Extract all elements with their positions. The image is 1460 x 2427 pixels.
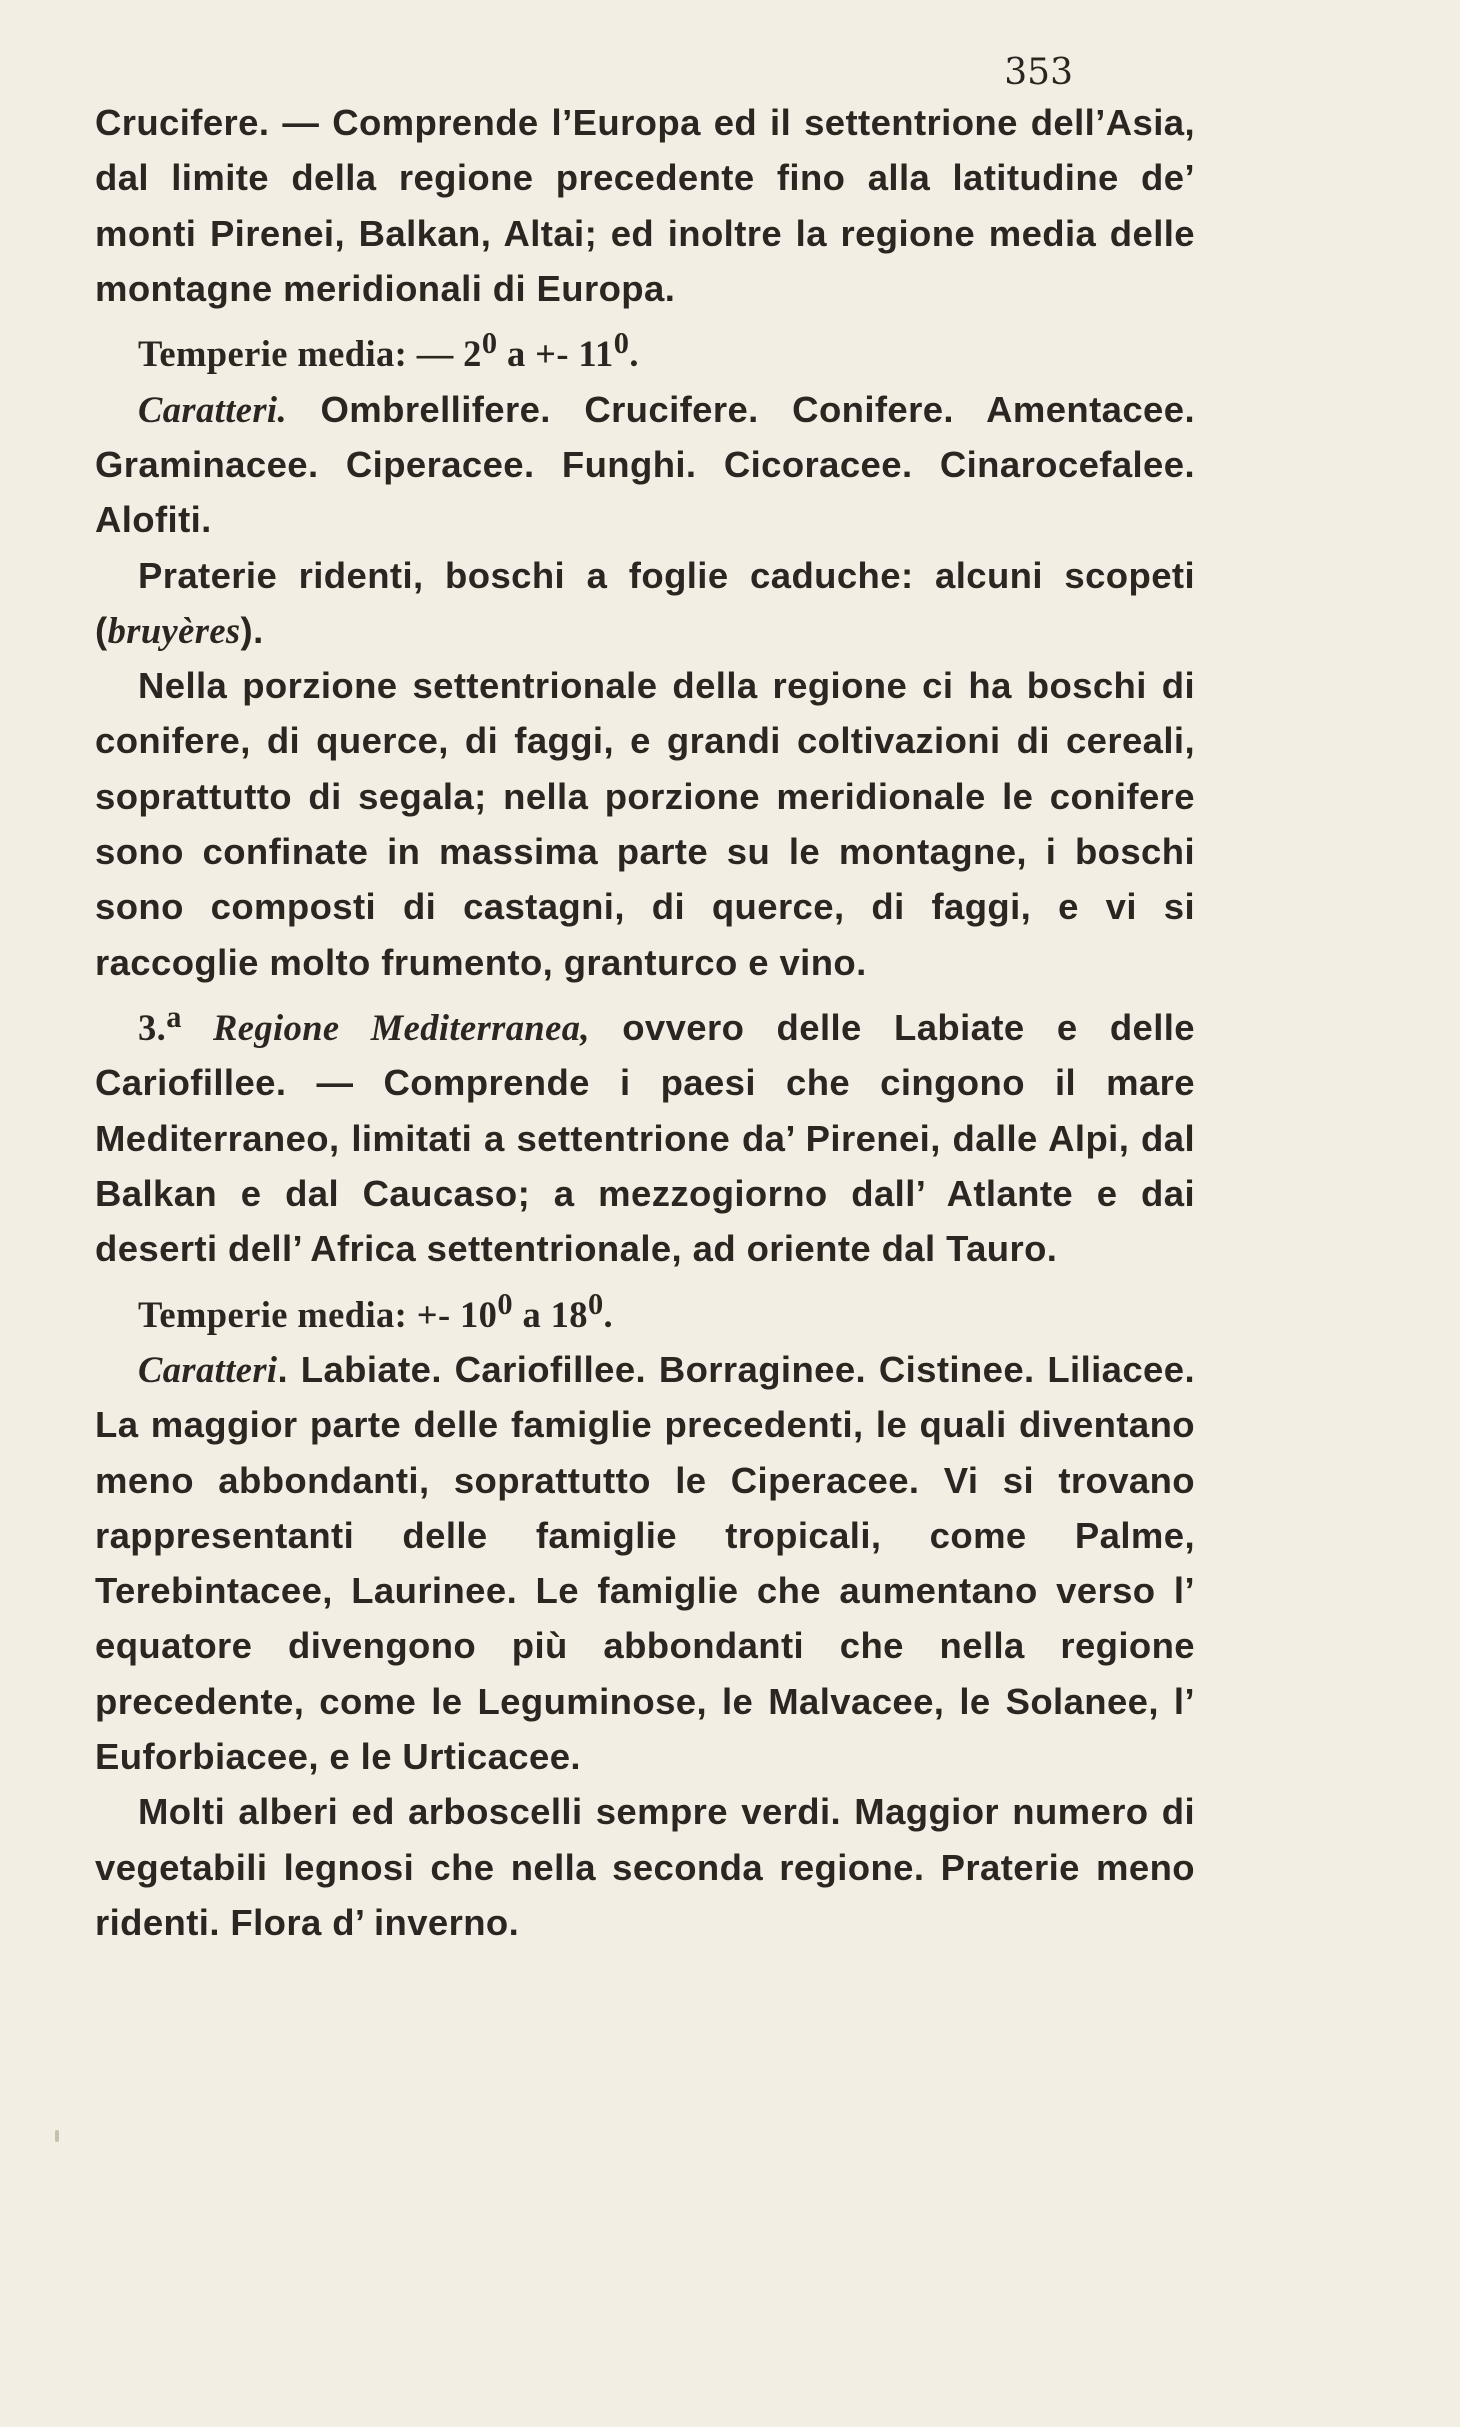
paragraph-text: Crucifere. — Comprende l’Europa ed il settentrione dell’Asia, dal limite della regione precedente fino alla latitudine de’ monti Pirenei, Balkan, Altai; ed inoltre la regione media delle montagne meridionali di Europa. bbox=[95, 102, 1195, 309]
paragraph-text: . bbox=[629, 333, 639, 375]
italic-heading: Caratteri bbox=[138, 1349, 278, 1390]
section-number: 3. bbox=[138, 1007, 167, 1049]
paragraph-text: Ombrellifere. Crucifere. Conifere. Amentacee. Graminacee. Ciperacee. Funghi. Cicoracee. Cinarocefalee. Alofiti. bbox=[95, 388, 1195, 541]
italic-heading: Caratteri. bbox=[138, 388, 288, 430]
degree-mark: 0 bbox=[587, 1286, 604, 1321]
paragraph-crucifere bbox=[95, 95, 1195, 316]
paragraph-temperie-2 bbox=[95, 1277, 1195, 1342]
paragraph-text: Praterie ridenti, boschi a foglie caduche: alcuni scopeti ( bbox=[95, 554, 1195, 651]
degree-mark: 0 bbox=[613, 326, 630, 361]
paragraph-text: Molti alberi ed arboscelli sempre verdi. Maggior numero di vegetabili legnosi che nella seconda regione. Praterie meno ridenti. Flora d’ inverno. bbox=[95, 1791, 1195, 1943]
degree-mark: 0 bbox=[481, 326, 498, 361]
ordinal-mark: a bbox=[166, 999, 182, 1034]
paragraph-text: . Labiate. Cariofillee. Borraginee. Cistinee. Liliacee. La maggior parte delle famiglie precedenti, le quali diventano meno abbondanti, soprattutto le Ciperacee. Vi si trovano rappresentanti delle famiglie tropicali, come Palme, Terebintacee, Laurinee. Le famiglie che aumentano verso l’ equatore divengono più abbondanti che nella regione precedente, come le Leguminose, le Malvacee, le Solanee, l’ Euforbiacee, e le Urticacee. bbox=[95, 1349, 1195, 1778]
paragraph-text: . bbox=[603, 1293, 614, 1335]
paragraph-caratteri-1 bbox=[95, 382, 1195, 548]
paragraph-temperie-1 bbox=[95, 316, 1195, 381]
degree-mark: 0 bbox=[497, 1286, 513, 1321]
paragraph-regione-mediterranea bbox=[95, 990, 1195, 1277]
paragraph-caratteri-2 bbox=[95, 1342, 1195, 1784]
paragraph-text: ). bbox=[240, 609, 264, 651]
paragraph-text: Temperie media: — 2 bbox=[138, 333, 482, 375]
italic-heading: Regione Mediterranea, bbox=[181, 1007, 590, 1049]
paragraph-text: Temperie media: +- 10 bbox=[138, 1293, 498, 1335]
paper-smudge bbox=[55, 2130, 59, 2142]
paragraph-molti-alberi bbox=[95, 1784, 1195, 1950]
italic-term: bruyères bbox=[107, 609, 241, 651]
paragraph-text: ovvero delle Labiate e delle Cariofillee. — Comprende i paesi che cingono il mare Mediterraneo, limitati a settentrione da’ Pirenei, dalle Alpi, dal Balkan e dal Caucaso; a mezzogiorno dall’ Atlante e dai deserti dell’ Africa settentrionale, ad oriente dal Tauro. bbox=[95, 1007, 1195, 1270]
paragraph-praterie bbox=[95, 548, 1195, 659]
paragraph-porzione bbox=[95, 658, 1195, 990]
page-number: 353 bbox=[1004, 52, 1073, 93]
paragraph-text: a 18 bbox=[512, 1293, 588, 1335]
paragraph-text: a +- 11 bbox=[497, 333, 614, 375]
paragraph-text: Nella porzione settentrionale della regione ci ha boschi di conifere, di querce, di faggi, e grandi coltivazioni di cereali, soprattutto di segala; nella porzione meridionale le conifere sono confinate in massima parte su le montagne, i boschi sono composti di castagni, di querce, di faggi, e vi si raccoglie molto frumento, granturco e vino. bbox=[95, 665, 1195, 983]
body-text bbox=[95, 95, 1195, 1950]
